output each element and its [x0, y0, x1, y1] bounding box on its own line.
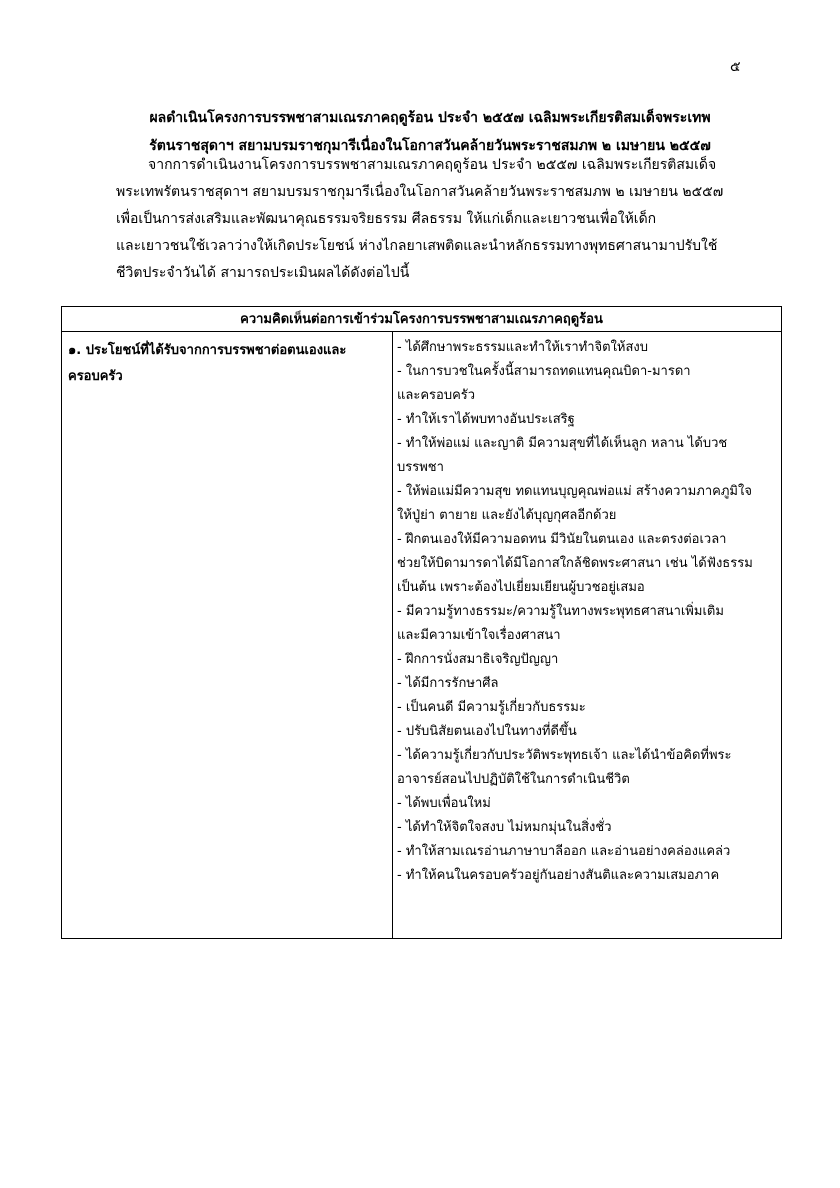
intro-line: พระเทพรัตนราชสุดาฯ สยามบรมราชกุมารีเนื่องในโอกาสวันคล้ายวันพระราชสมภพ ๒ เมษายน ๒๕๕๗ — [116, 184, 724, 200]
opinion-table — [61, 306, 782, 939]
detail-line: - ฝึกตนเองให้มีความอดทน มีวินัยในตนเอง และตรงต่อเวลา — [397, 532, 727, 547]
detail-line: อาจารย์สอนไปปฏิบัติใช้ในการดำเนินชีวิต — [397, 772, 630, 787]
topic-line: ครอบครัว — [68, 369, 123, 384]
page-number: ๕ — [730, 59, 741, 75]
detail-line: และครอบครัว — [397, 388, 476, 403]
detail-line: และมีความเข้าใจเรื่องศาสนา — [397, 628, 561, 643]
detail-line: ให้ปู่ย่า ตายาย และยังได้บุญกุศลอีกด้วย — [397, 508, 617, 523]
topic-line: ๑. ประโยชน์ที่ได้รับจากการบรรพชาต่อตนเองและ — [68, 343, 347, 358]
detail-line: - ได้พบเพื่อนใหม่ — [397, 796, 491, 811]
topic-cell — [62, 332, 393, 939]
detail-line: - ได้มีการรักษาศีล — [397, 676, 499, 691]
detail-line: - ปรับนิสัยตนเองไปในทางที่ดีขึ้น — [397, 724, 577, 739]
details-cell — [393, 332, 782, 939]
intro-line: จากการดำเนินงานโครงการบรรพชาสามเณรภาคฤดูร้อน ประจำ ๒๕๕๗ เฉลิมพระเกียรติสมเด็จ — [148, 157, 717, 173]
intro-line: เพื่อเป็นการส่งเสริมและพัฒนาคุณธรรมจริยธรรม ศีลธรรม ให้แก่เด็กและเยาวชนเพื่อให้เด็ก — [116, 211, 657, 227]
detail-line: - ทำให้คนในครอบครัวอยู่กันอย่างสันติและความเสมอภาค — [397, 868, 720, 883]
intro-line: ชีวิตประจำวันได้ สามารถประเมินผลได้ดังต่อไปนี้ — [116, 265, 410, 281]
detail-line: ช่วยให้บิดามารดาได้มีโอกาสใกล้ชิดพระศาสนา เช่น ได้ฟังธรรม — [397, 556, 753, 571]
detail-line: - ได้ศึกษาพระธรรมและทำให้เราทำจิตให้สงบ — [397, 340, 649, 355]
detail-line: เป็นต้น เพราะต้องไปเยี่ยมเยียนผู้บวชอยู่เสมอ — [397, 580, 645, 595]
table-row — [62, 332, 782, 939]
detail-line: - มีความรู้ทางธรรมะ/ความรู้ในทางพระพุทธศาสนาเพิ่มเติม — [397, 604, 724, 619]
table-header: ความคิดเห็นต่อการเข้าร่วมโครงการบรรพชาสามเณรภาคฤดูร้อน — [62, 307, 782, 332]
detail-line: - ให้พ่อแม่มีความสุข ทดแทนบุญคุณพ่อแม่ สร้างความภาคภูมิใจ — [397, 484, 752, 499]
intro-paragraph — [116, 152, 740, 287]
table-header-row — [62, 307, 782, 332]
detail-line: - ได้ความรู้เกี่ยวกับประวัติพระพุทธเจ้า และได้นำข้อคิดที่พระ — [397, 748, 732, 763]
detail-line: - เป็นคนดี มีความรู้เกี่ยวกับธรรมะ — [397, 700, 586, 715]
detail-line: - ได้ทำให้จิตใจสงบ ไม่หมกมุ่นในสิ่งชั่ว — [397, 820, 612, 835]
detail-line: - ทำให้พ่อแม่ และญาติ มีความสุขที่ได้เห็นลูก หลาน ได้บวช — [397, 436, 728, 451]
title-line-1: ผลดำเนินโครงการบรรพชาสามเณรภาคฤดูร้อน ประจำ ๒๕๕๗ เฉลิมพระเกียรติสมเด็จพระเทพ — [149, 110, 711, 126]
detail-line: - ทำให้เราได้พบทางอันประเสริฐ — [397, 412, 575, 427]
detail-line: - ทำให้สามเณรอ่านภาษาบาลีออก และอ่านอย่างคล่องแคล่ว — [397, 844, 731, 859]
intro-line: และเยาวชนใช้เวลาว่างให้เกิดประโยชน์ ห่างไกลยาเสพติดและนำหลักธรรมทางพุทธศาสนามาปรับใช้ — [116, 238, 718, 254]
title-line-2: รัตนราชสุดาฯ สยามบรมราชกุมารีเนื่องในโอกาสวันคล้ายวันพระราชสมภพ ๒ เมษายน ๒๕๕๗ — [149, 138, 711, 154]
detail-line: - ฝึกการนั่งสมาธิเจริญปัญญา — [397, 652, 559, 667]
detail-line: - ในการบวชในครั้งนี้สามารถทดแทนคุณบิดา-มารดา — [397, 364, 691, 379]
detail-line: บรรพชา — [397, 460, 444, 475]
